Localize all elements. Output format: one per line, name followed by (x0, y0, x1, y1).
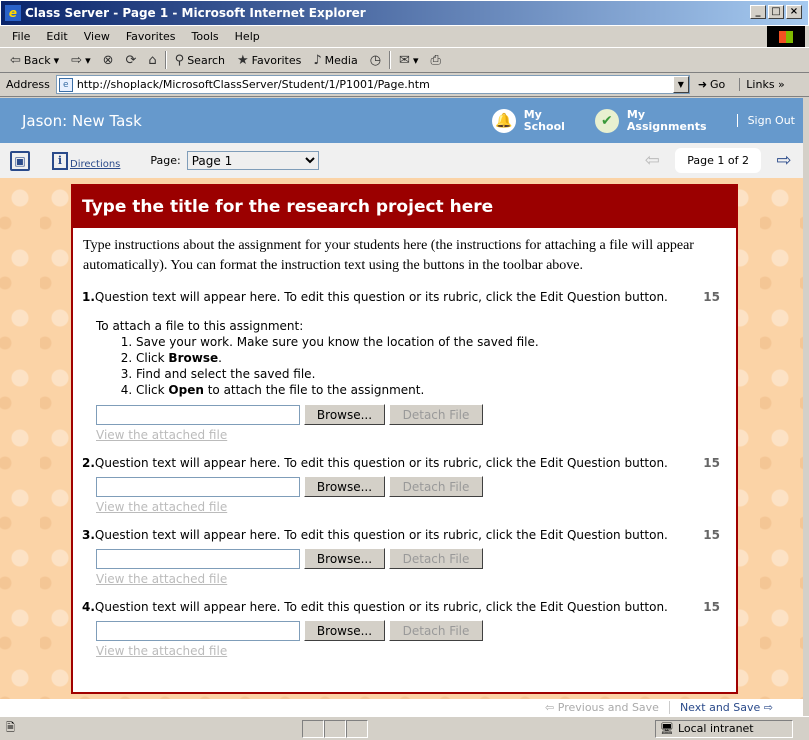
security-zone: 🖥 Local intranet (655, 720, 793, 738)
next-arrow-icon: ⇨ (760, 701, 773, 714)
go-button[interactable]: ➜ Go (697, 78, 726, 91)
page-select[interactable] (187, 151, 319, 170)
question-points: 15 (703, 528, 720, 542)
page-icon: e (59, 78, 73, 92)
question-number: 1. (82, 290, 95, 304)
media-button[interactable]: ♪ Media (313, 52, 358, 68)
window-titlebar (0, 0, 809, 26)
checkmark-icon: ✔ (595, 109, 619, 133)
back-button[interactable]: ⇦ Back ▾ (10, 52, 60, 68)
view-attached-file-link[interactable]: View the attached file (96, 500, 228, 514)
question-text: Question text will appear here. To edit this question or its rubric, click the Edit Question button. (94, 290, 668, 304)
windows-logo-icon (767, 26, 805, 47)
detach-file-button[interactable]: Detach File (389, 404, 483, 425)
view-attached-file-link[interactable]: View the attached file (96, 572, 228, 586)
question-points: 15 (703, 600, 720, 614)
file-upload-row (96, 620, 736, 641)
next-page-arrow-icon[interactable]: ⇨ (776, 150, 792, 171)
stop-button[interactable] (99, 53, 118, 68)
question-number: 2. (82, 456, 95, 470)
detach-file-button[interactable]: Detach File (389, 476, 483, 497)
vertical-scrollbar[interactable] (803, 98, 809, 716)
school-bell-icon: 🔔 (492, 109, 516, 133)
my-assignments-link[interactable]: ✔ My Assignments (595, 109, 707, 133)
file-path-input[interactable] (96, 405, 300, 425)
question-text: Question text will appear here. To edit this question or its rubric, click the Edit Question button. (94, 600, 668, 614)
stop-icon: ⊗ (102, 52, 114, 68)
menu-tools[interactable]: Tools (191, 30, 219, 43)
previous-and-save-link[interactable]: ⇦ Previous and Save (545, 701, 659, 714)
browser-toolbar (0, 48, 809, 73)
file-upload-row (96, 404, 736, 425)
close-button[interactable]: × (786, 5, 802, 19)
user-name: Jason: (22, 111, 68, 130)
view-attached-file-link[interactable]: View the attached file (96, 644, 228, 658)
favorites-button[interactable]: ★ Favorites (237, 52, 302, 68)
ie-logo-icon: e (5, 5, 21, 21)
forward-arrow-icon: ⇨ (71, 52, 83, 68)
browse-button[interactable]: Browse... (304, 620, 385, 641)
page-status-icon: 🗎 (6, 721, 15, 734)
info-icon: i (52, 152, 68, 170)
print-button[interactable] (426, 53, 444, 68)
home-icon: ⌂ (148, 52, 157, 68)
question-points: 15 (703, 290, 720, 304)
menu-edit[interactable]: Edit (46, 30, 68, 43)
links-button[interactable]: Links » (739, 78, 785, 91)
forward-button[interactable]: ⇨ ▾ (71, 52, 91, 68)
page-toolbar (0, 143, 803, 178)
my-school-link[interactable]: 🔔 My School (492, 109, 565, 133)
task-name: New Task (71, 111, 142, 130)
file-upload-row (96, 548, 736, 569)
media-icon: ♪ (313, 52, 322, 68)
save-icon[interactable]: ▣ (10, 151, 30, 171)
history-button[interactable] (366, 53, 385, 68)
refresh-button[interactable] (122, 53, 141, 68)
directions-link[interactable]: i Directions (52, 152, 120, 170)
browse-button[interactable]: Browse... (304, 548, 385, 569)
mail-icon: ✉ (399, 52, 410, 68)
file-path-input[interactable] (96, 549, 300, 569)
address-label: Address (6, 78, 50, 91)
content-area (0, 178, 803, 699)
question-number: 3. (82, 528, 95, 542)
home-button[interactable] (144, 53, 160, 68)
question-1 (73, 290, 736, 304)
back-arrow-icon: ⇦ (10, 52, 21, 68)
mail-button[interactable]: ✉ ▾ (399, 52, 419, 68)
file-path-input[interactable] (96, 621, 300, 641)
search-icon: ⚲ (174, 52, 185, 68)
question-number: 4. (82, 600, 95, 614)
print-icon: ⎙ (430, 52, 441, 68)
menu-bar (0, 26, 809, 48)
question-4 (73, 600, 736, 614)
menu-view[interactable]: View (83, 30, 110, 43)
attach-instructions: To attach a file to this assignment: 1. Save your work. Make sure you know the location of the saved file. 2. Click Browse. 3. Find and select the saved file. 4. Click Open to attach the file to the assignment. (96, 318, 736, 398)
address-bar (0, 73, 809, 97)
browse-button[interactable]: Browse... (304, 476, 385, 497)
header-title (22, 112, 142, 130)
favorites-icon: ★ (237, 52, 249, 68)
menu-favorites[interactable]: Favorites (125, 30, 176, 43)
view-attached-file-link[interactable]: View the attached file (96, 428, 228, 442)
address-dropdown-button[interactable]: ▼ (673, 76, 689, 93)
detach-file-button[interactable]: Detach File (389, 548, 483, 569)
app-header (0, 98, 803, 143)
page-indicator: Page 1 of 2 (675, 148, 761, 173)
pager (635, 148, 801, 173)
address-url: http://shoplack/MicrosoftClassServer/Student/1/P1001/Page.htm (76, 78, 430, 91)
status-bar (0, 716, 809, 740)
window-title: Class Server - Page 1 - Microsoft Internet Explorer (25, 6, 366, 20)
address-input[interactable] (56, 75, 690, 94)
menu-help[interactable]: Help (234, 30, 260, 43)
file-upload-row (96, 476, 736, 497)
browse-button[interactable]: Browse... (304, 404, 385, 425)
question-3 (73, 528, 736, 542)
previous-arrow-icon: ⇦ (545, 701, 558, 714)
question-text: Question text will appear here. To edit this question or its rubric, click the Edit Question button. (94, 456, 668, 470)
go-arrow-icon: ➜ (697, 78, 708, 91)
previous-page-arrow-icon[interactable]: ⇦ (644, 150, 660, 171)
page-label: Page: (150, 154, 181, 167)
question-2 (73, 456, 736, 470)
menu-file[interactable]: File (12, 30, 31, 43)
history-icon: ◷ (369, 52, 382, 68)
assignment-instructions: Type instructions about the assignment for your students here (the instructions for attaching a file will appear automatically). You can format the instruction text using the buttons in the toolbar above. (83, 238, 694, 273)
next-and-save-link[interactable]: Next and Save ⇨ (669, 701, 773, 714)
assignment-title: Type the title for the research project here (73, 186, 736, 228)
file-path-input[interactable] (96, 477, 300, 497)
intranet-icon: 🖥 (659, 722, 674, 735)
minimize-button[interactable]: _ (750, 5, 766, 19)
question-text: Question text will appear here. To edit this question or its rubric, click the Edit Question button. (94, 528, 668, 542)
question-points: 15 (703, 456, 720, 470)
detach-file-button[interactable]: Detach File (389, 620, 483, 641)
assignment-card (71, 184, 738, 694)
search-button[interactable]: ⚲ Search (174, 52, 225, 68)
maximize-button[interactable]: □ (768, 5, 784, 19)
footer-navigation (0, 699, 803, 716)
refresh-icon: ⟳ (125, 52, 137, 68)
sign-out-link[interactable]: Sign Out (737, 114, 795, 127)
